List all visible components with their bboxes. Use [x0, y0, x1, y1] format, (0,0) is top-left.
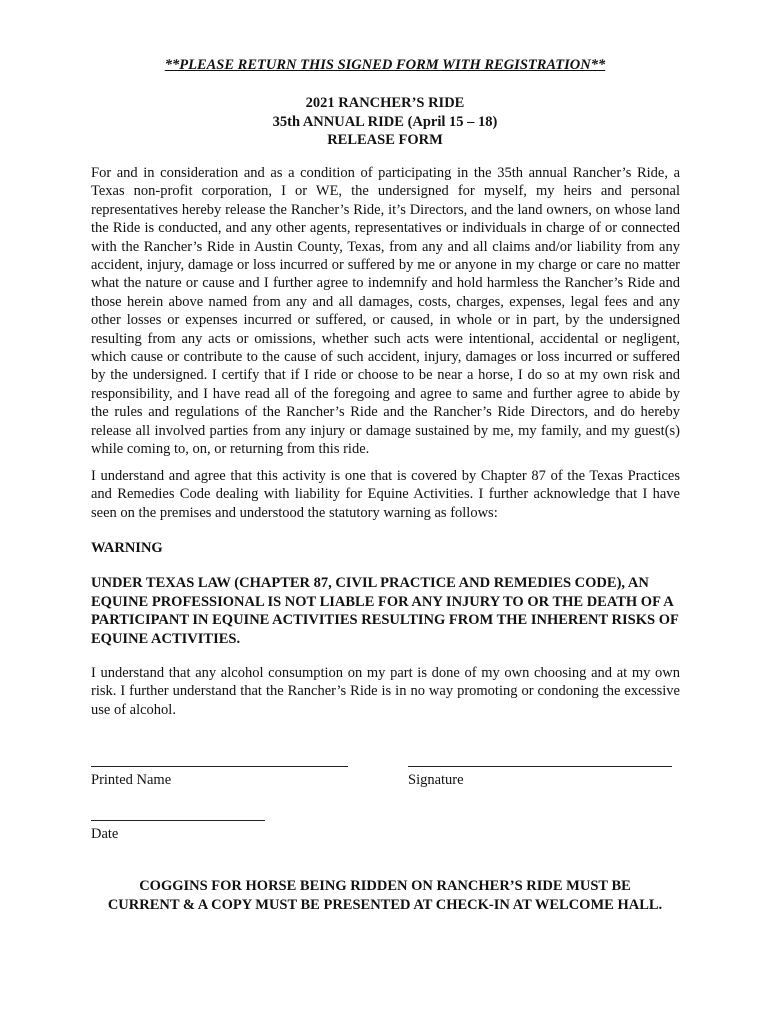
annual-ride-title: 35th ANNUAL RIDE (April 15 – 18): [272, 113, 498, 130]
signature-label: Signature: [408, 772, 464, 788]
release-paragraph: For and in consideration and as a condition of participating in the 35th annual Rancher’s Ride, a Texas non-profit corporation, I or WE, the undersigned for myself, my heirs and personal representatives hereby release the Rancher’s Ride, it’s Directors, and the land owners, on whose land the Ride is conducted, and any other agents, representatives or individuals in charge of or connected with the Rancher’s Ride in Austin County, Texas, from any and all claims and/or liability from any accident, injury, damage or loss incurred or suffered by me or anyone in my charge or care no matter what the nature or cause and I further agree to indemnify and hold harmless the Rancher’s Ride and those herein above named from any and all damages, costs, charges, expenses, legal fees and any other losses or expenses incurred or suffered, or caused, in whole or in part, by the undersigned resulting from any acts or omissions, whether such acts were intentional, accidental or negligent, which cause or contribute to the cause of such accident, injury, damages or loss incurred or suffered by the undersigned. I certify that if I ride or choose to be near a horse, I do so at my own risk and responsibility, and I have read all of the foregoing and agree to same and further agree to abide by the rules and regulations of the Rancher’s Ride and the Rancher’s Ride Directors, and do hereby release all involved parties from any injury or damage sustained by me, my family, and my guest(s) while coming to, on, or returning from this ride.: [91, 165, 680, 458]
coggins-notice-line-1: COGGINS FOR HORSE BEING RIDDEN ON RANCHER’S RIDE MUST BE: [139, 878, 631, 894]
chapter-87-paragraph: I understand and agree that this activity is one that is covered by Chapter 87 of the Texas Practices and Remedies Code dealing with liability for Equine Activities. I further acknowledge that I have seen on the premises and understood the statutory warning as follows:: [91, 468, 680, 521]
return-notice: **PLEASE RETURN THIS SIGNED FORM WITH REGISTRATION**: [164, 57, 606, 73]
warning-text: UNDER TEXAS LAW (CHAPTER 87, CIVIL PRACTICE AND REMEDIES CODE), AN EQUINE PROFESSIONAL IS NOT LIABLE FOR ANY INJURY TO OR THE DEATH OF A PARTICIPANT IN EQUINE ACTIVITIES RESULTING FROM THE INHERENT RISKS OF EQUINE ACTIVITIES.: [91, 575, 679, 647]
release-form-title: RELEASE FORM: [327, 132, 443, 148]
printed-name-label: Printed Name: [91, 772, 172, 788]
warning-heading: WARNING: [91, 540, 163, 556]
printed-name-line[interactable]: [91, 766, 348, 767]
date-label: Date: [91, 826, 119, 842]
signature-line[interactable]: [408, 766, 672, 767]
coggins-notice: [0, 877, 770, 915]
alcohol-paragraph: I understand that any alcohol consumption on my part is done of my own choosing and at my own risk. I further understand that the Rancher’s Ride is in no way promoting or condoning the excessive use of alcohol.: [91, 665, 680, 718]
coggins-notice-line-2: CURRENT & A COPY MUST BE PRESENTED AT CHECK-IN AT WELCOME HALL.: [107, 897, 663, 913]
form-title-block: [0, 94, 770, 150]
date-line[interactable]: [91, 820, 265, 821]
event-title: 2021 RANCHER’S RIDE: [305, 95, 465, 111]
